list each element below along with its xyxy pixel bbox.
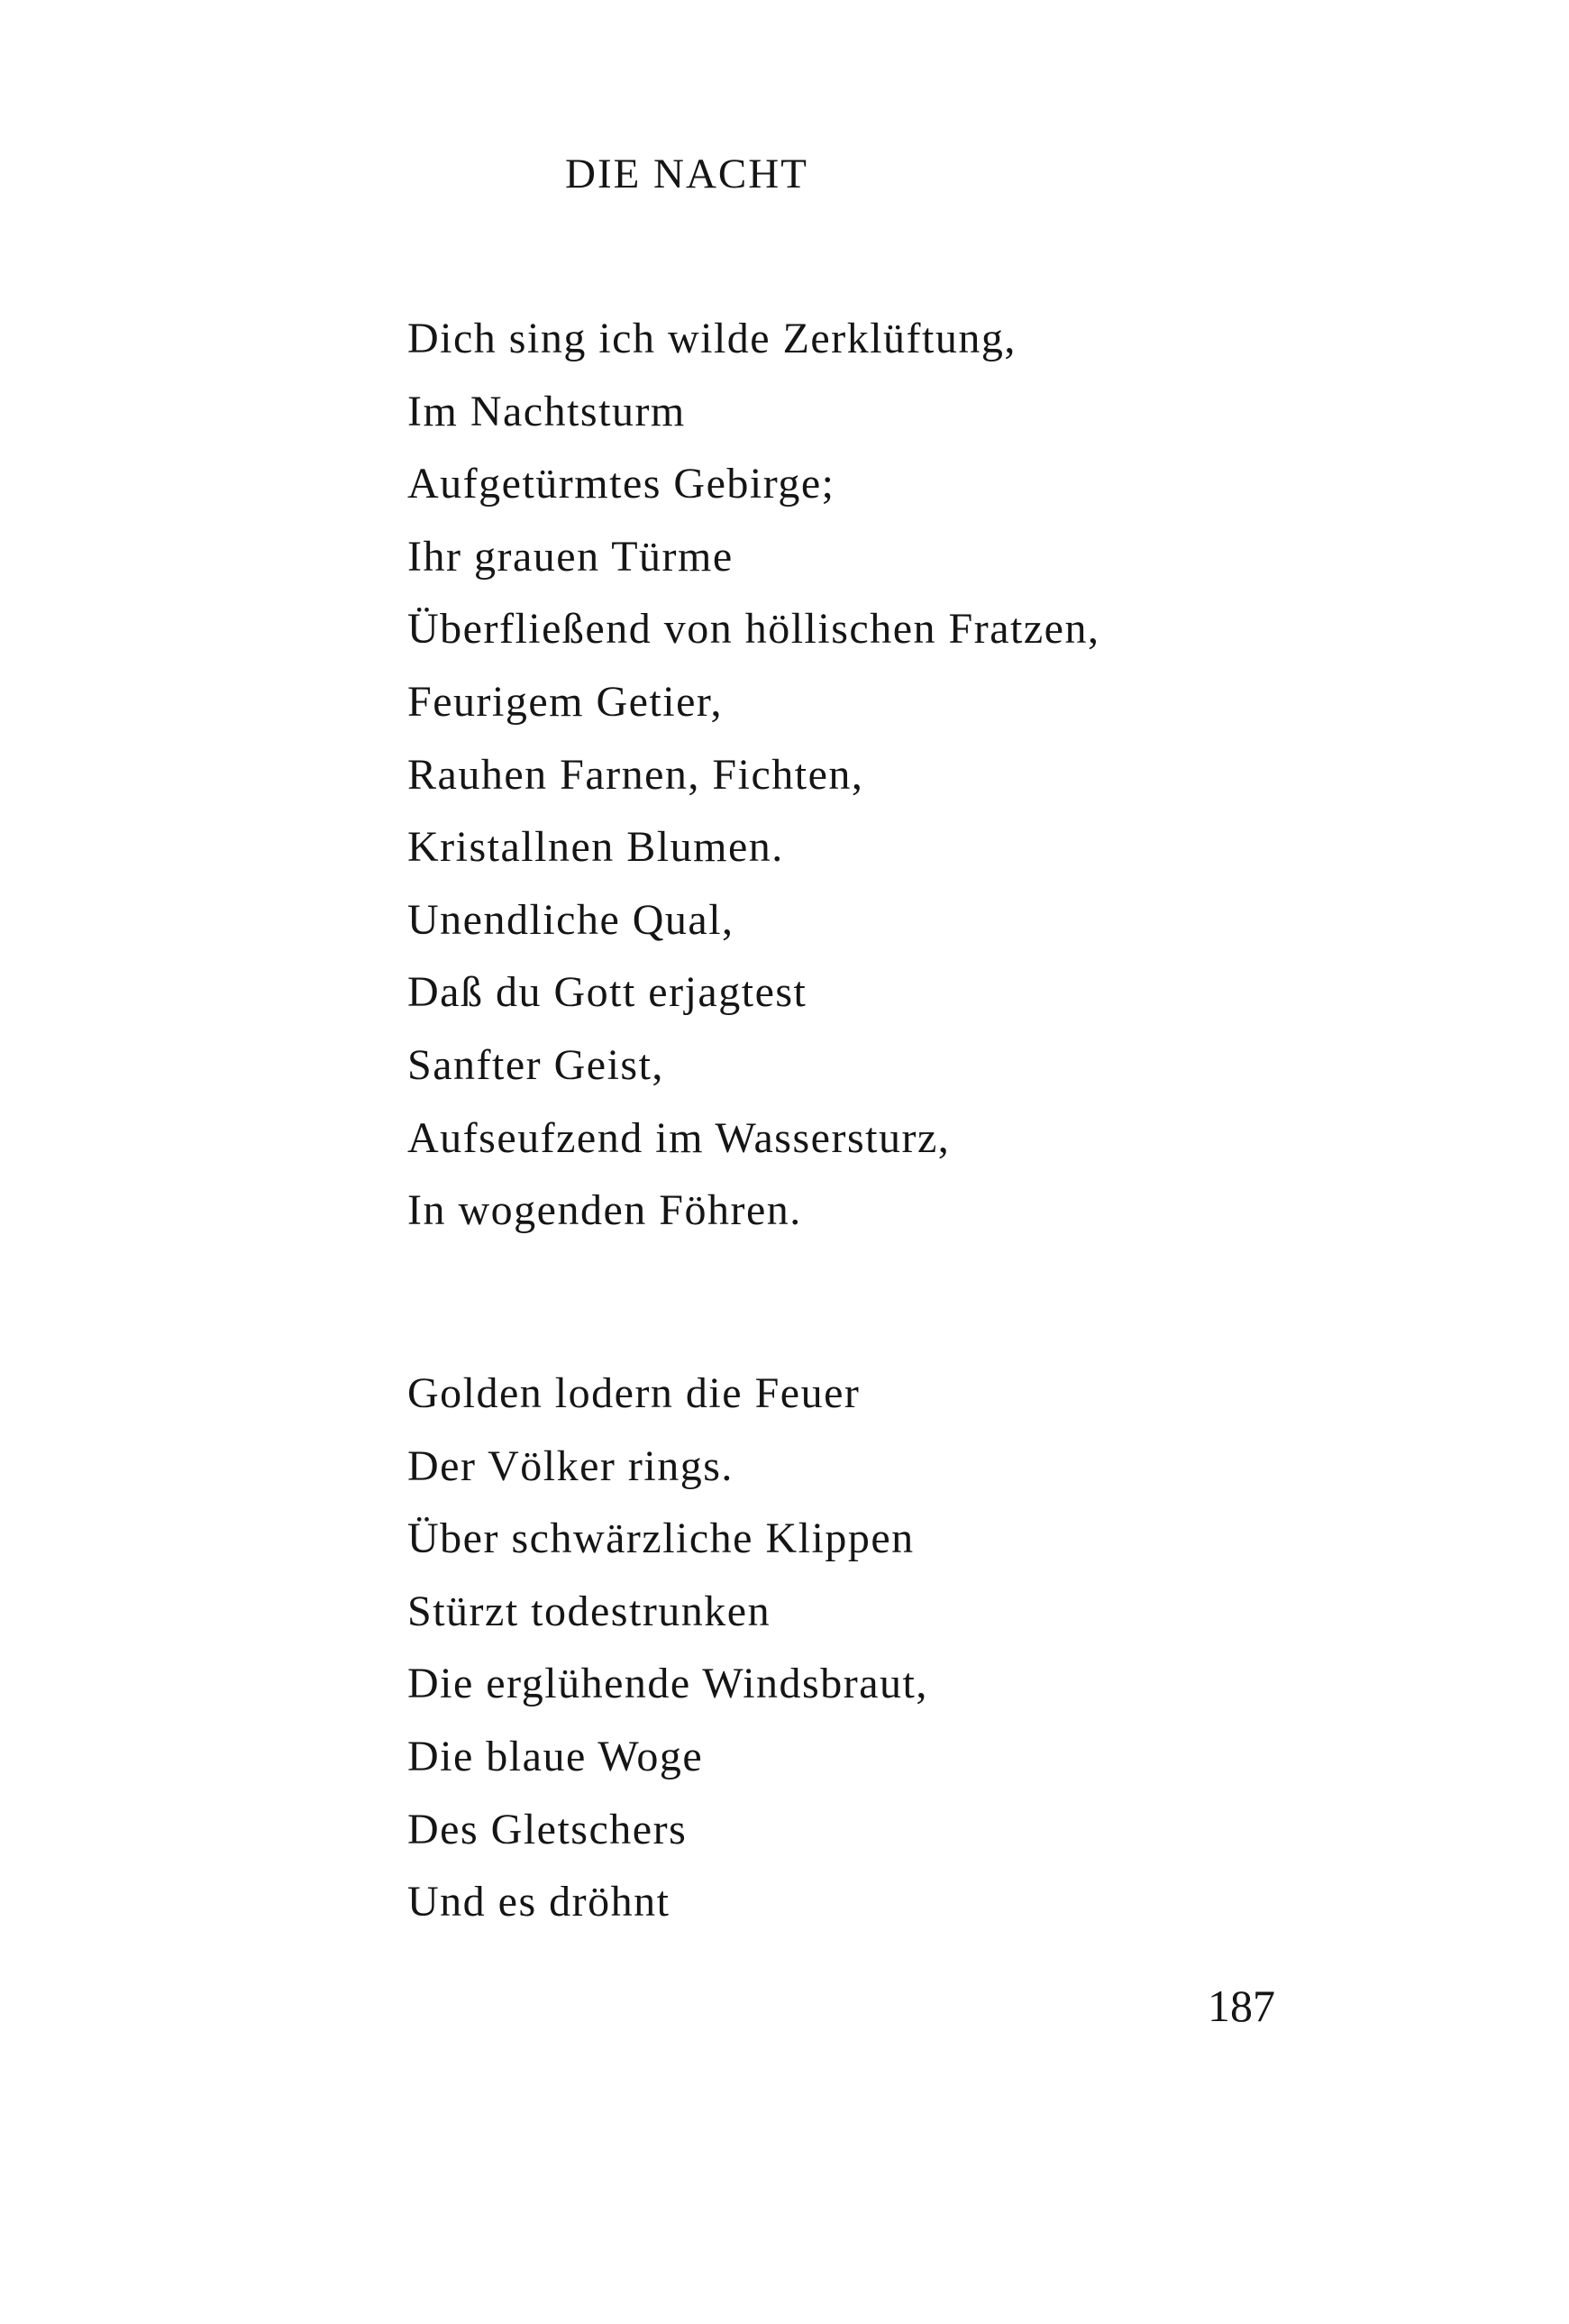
page-number: 187 bbox=[1208, 1981, 1275, 2031]
poem-line: Über schwärzliche Klippen bbox=[407, 1514, 915, 1563]
stanza-2 bbox=[407, 1358, 928, 1939]
poem-line: Daß du Gott erjagtest bbox=[407, 968, 807, 1017]
poem-line: Und es dröhnt bbox=[407, 1878, 670, 1926]
poem-line: Dich sing ich wilde Zerklüftung, bbox=[407, 315, 1017, 362]
poem-line: Sanfter Geist, bbox=[407, 1040, 664, 1089]
poem-line: Rauhen Farnen, Fichten, bbox=[407, 750, 864, 799]
poem-line: Kristallnen Blumen. bbox=[407, 823, 784, 872]
poem-title: DIE NACHT bbox=[565, 151, 808, 197]
poem-line: In wogenden Föhren. bbox=[407, 1186, 802, 1235]
poem-line: Im Nachtsturm bbox=[407, 387, 686, 435]
stanza-1 bbox=[407, 303, 1099, 1248]
poem-line: Unendliche Qual, bbox=[407, 895, 734, 944]
poem-line: Ihr grauen Türme bbox=[407, 532, 734, 581]
poem-line: Golden lodern die Feuer bbox=[407, 1369, 861, 1417]
poem-line: Feurigem Getier, bbox=[407, 677, 723, 726]
poem-line: Stürzt todestrunken bbox=[407, 1587, 771, 1635]
poem-line: Des Gletschers bbox=[407, 1805, 688, 1853]
poem-line: Der Völker rings. bbox=[407, 1441, 734, 1490]
poem-line: Aufseufzend im Wassersturz, bbox=[407, 1113, 951, 1162]
poem-line: Überfließend von höllischen Fratzen, bbox=[407, 605, 1100, 654]
poem-line: Die erglühende Windsbraut, bbox=[407, 1660, 928, 1708]
poem-line: Die blaue Woge bbox=[407, 1732, 704, 1780]
poem-line: Aufgetürmtes Gebirge; bbox=[407, 460, 835, 508]
